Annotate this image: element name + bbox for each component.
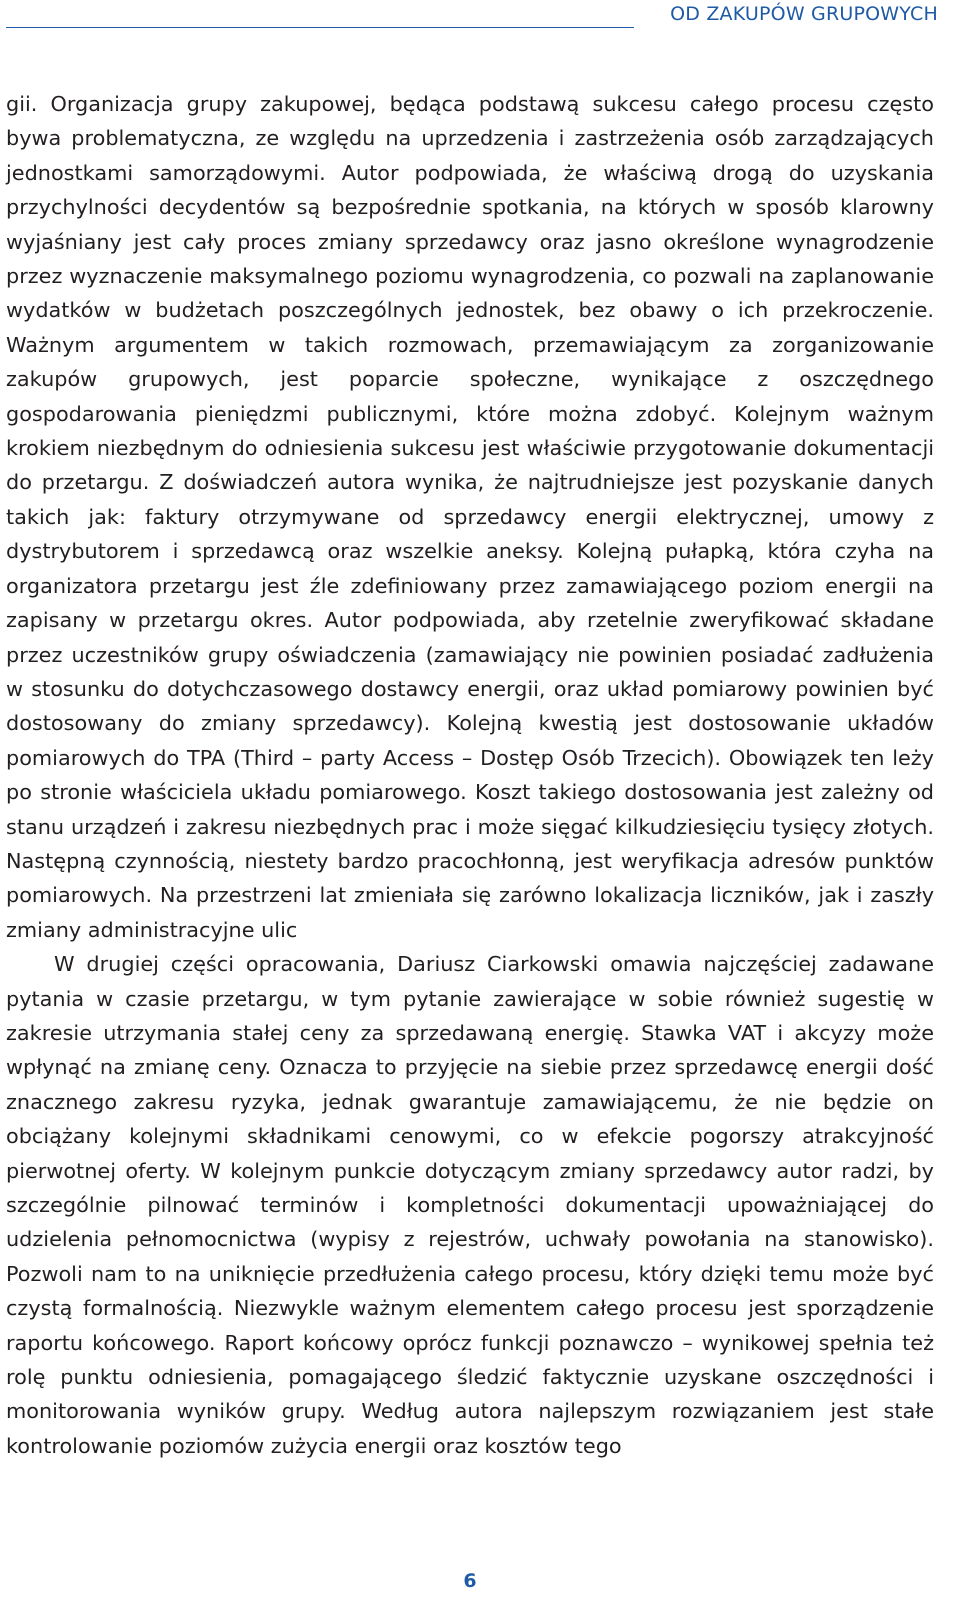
article-body <box>6 87 934 1463</box>
running-header <box>0 0 960 34</box>
header-title: OD ZAKUPÓW GRUPOWYCH <box>670 3 938 25</box>
page-number: 6 <box>463 1570 477 1592</box>
paragraph-1: gii. Organizacja grupy zakupowej, będąca podstawą sukcesu całego procesu często bywa problematyczna, ze względu na uprzedzenia i zastrzeżenia osób zarządzających jednostkami samorządowymi. Autor podpowiada, że właściwą drogą do uzyskania przychylności decydentów są bezpośrednie spotkania, na których w sposób klarowny wyjaśniany jest cały proces zmiany sprzedawcy oraz jasno określone wynagrodzenie przez wyznaczenie maksymalnego poziomu wynagrodzenia, co pozwali na zaplanowanie wydatków w budżetach poszczególnych jednostek, bez obawy o ich przekroczenie. Ważnym argumentem w takich rozmowach, przemawiającym za zorganizowanie zakupów grupowych, jest poparcie społeczne, wynikające z oszczędnego gospodarowania pieniędzmi publicznymi, które można zdobyć. Kolejnym ważnym krokiem niezbędnym do odniesienia sukcesu jest właściwie przygotowanie dokumentacji do przetargu. Z doświadczeń autora wynika, że najtrudniejsze jest pozyskanie danych takich jak: faktury otrzymywane od sprzedawcy energii elektrycznej, umowy z dystrybutorem i sprzedawcą oraz wszelkie aneksy. Kolejną pułapką, która czyha na organizatora przetargu jest źle zdefiniowany przez zamawiającego poziom energii na zapisany w przetargu okres. Autor podpowiada, aby rzetelnie zweryfikować składane przez uczestników grupy oświadczenia (zamawiający nie powinien posiadać zadłużenia w stosunku do dotychczasowego dostawcy energii, oraz układ pomiarowy powinien być dostosowany do zmiany sprzedawcy). Kolejną kwestią jest dostosowanie układów pomiarowych do TPA (Third – party Access – Dostęp Osób Trzecich). Obowiązek ten leży po stronie właściciela układu pomiarowego. Koszt takiego dostosowania jest zależny od stanu urządzeń i zakresu niezbędnych prac i może sięgać kilkudziesięciu tysięcy złotych. Następną czynnością, niestety bardzo pracochłonną, jest weryfikacja adresów punktów pomiarowych. Na przestrzeni lat zmieniała się zarówno lokalizacja liczników, jak i zaszły zmiany administracyjne ulic <box>6 92 934 942</box>
header-rule <box>6 27 634 28</box>
paragraph-2: W drugiej części opracowania, Dariusz Ciarkowski omawia najczęściej zadawane pytania w czasie przetargu, w tym pytanie zawierające w sobie również sugestię w zakresie utrzymania stałej ceny za sprzedawaną energię. Stawka VAT i akcyzy może wpłynąć na zmianę ceny. Oznacza to przyjęcie na siebie przez sprzedawcę energii dość znacznego zakresu ryzyka, jednak gwarantuje zamawiającemu, że nie będzie on obciążany kolejnymi składnikami cenowymi, co w efekcie pogorszy atrakcyjność pierwotnej oferty. W kolejnym punkcie dotyczącym zmiany sprzedawcy autor radzi, by szczególnie pilnować terminów i kompletności dokumentacji upoważniającej do udzielenia pełnomocnictwa (wypisy z rejestrów, uchwały powołania na stanowisko). Pozwoli nam to na uniknięcie przedłużenia całego procesu, który dzięki temu może być czystą formalnością. Niezwykle ważnym elementem całego procesu jest sporządzenie raportu końcowego. Raport końcowy oprócz funkcji poznawczo – wynikowej spełnia też rolę punktu odniesienia, pomagającego śledzić faktycznie uzyskane oszczędności i monitorowania wyników grupy. Według autora najlepszym rozwiązaniem jest stałe kontrolowanie poziomów zużycia energii oraz kosztów tego <box>6 952 934 1458</box>
